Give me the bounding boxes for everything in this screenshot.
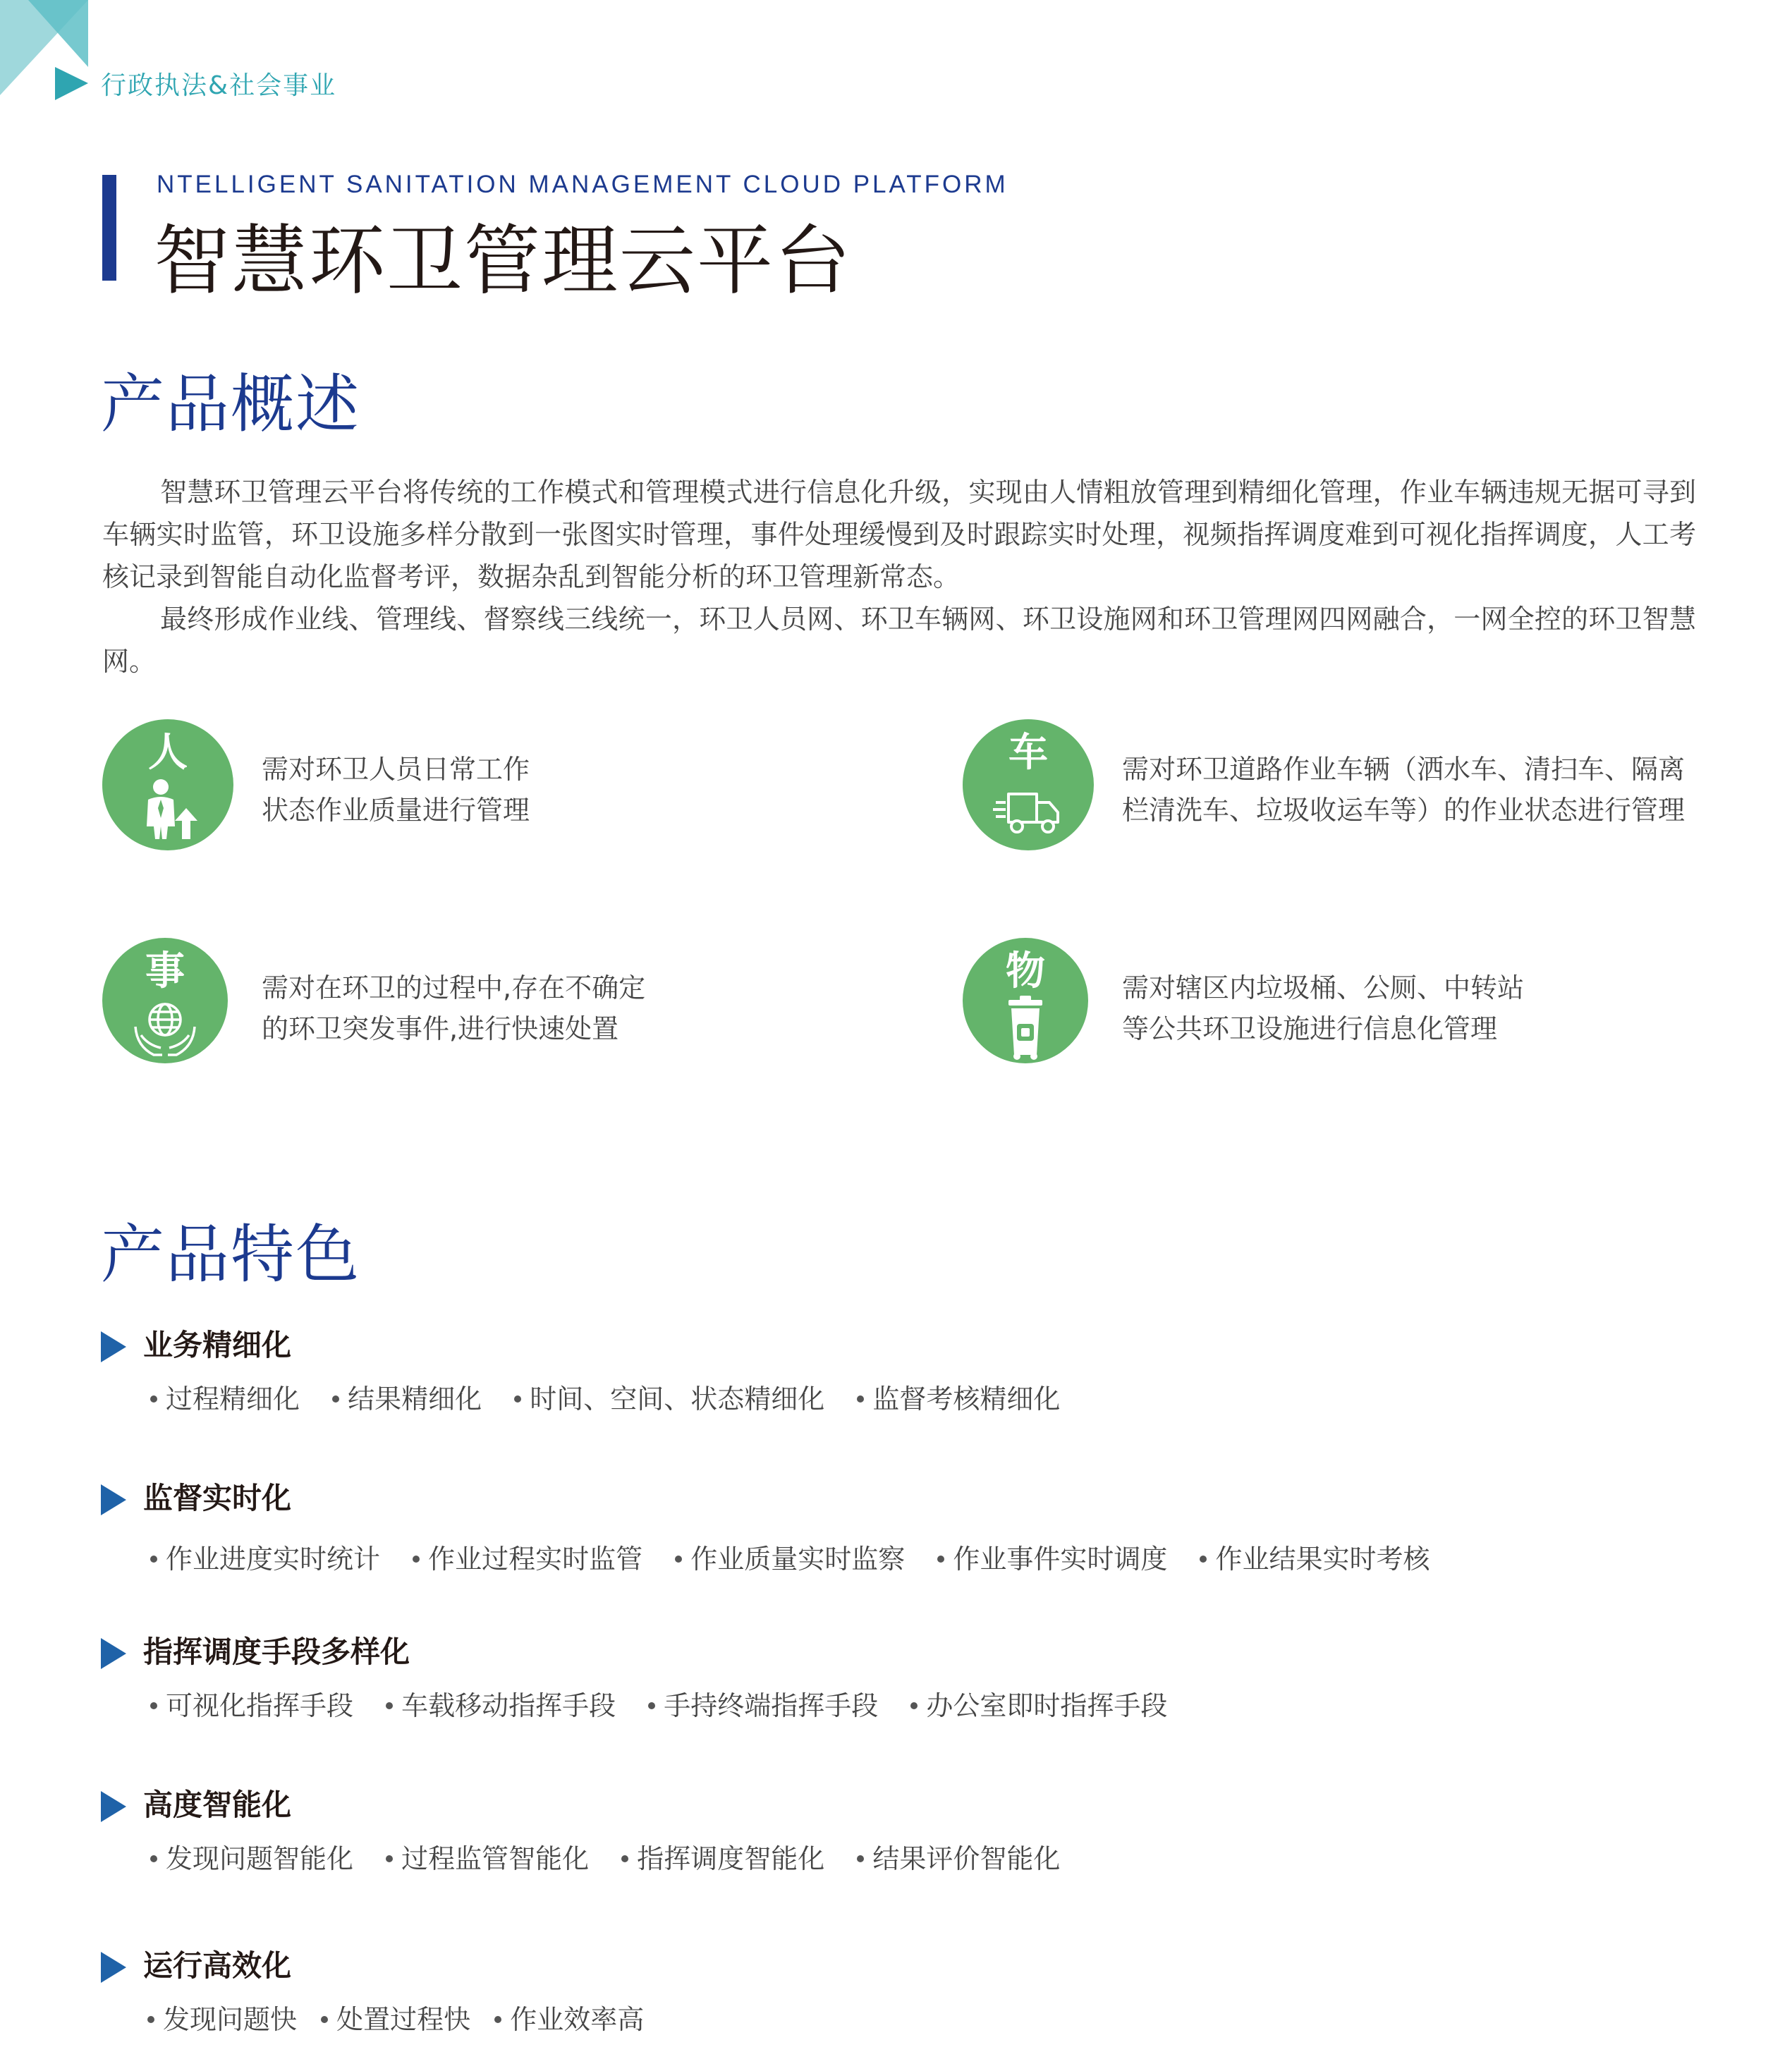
bullet-icon <box>937 1556 944 1563</box>
characteristic-group <box>101 1945 1688 2035</box>
play-arrow-icon <box>101 1791 126 1822</box>
item-label: 结果精细化 <box>348 1383 482 1415</box>
characteristic-items <box>150 1379 1084 1419</box>
bullet-icon <box>150 1855 157 1862</box>
characteristic-item <box>321 2000 470 2039</box>
play-arrow-icon <box>101 1331 126 1362</box>
characteristic-item <box>150 1839 353 1878</box>
item-label: 作业进度实时统计 <box>166 1544 381 1575</box>
vehicle-circle-icon <box>963 719 1094 850</box>
feature-line: 等公共环卫设施进行信息化管理 <box>1122 1013 1498 1044</box>
characteristic-title: 运行高效化 <box>143 1948 292 1983</box>
bullet-icon <box>150 1395 157 1403</box>
characteristics-heading: 产品特色 <box>101 1218 360 1292</box>
bullet-icon <box>386 1855 393 1862</box>
characteristic-group <box>101 1631 1688 1721</box>
bullet-icon <box>150 1556 157 1563</box>
characteristic-item <box>1200 1539 1430 1579</box>
item-label: 作业过程实时监管 <box>428 1544 643 1575</box>
characteristic-item <box>937 1539 1167 1579</box>
item-label: 作业质量实时监察 <box>690 1544 906 1575</box>
bullet-icon <box>910 1702 918 1709</box>
play-arrow-icon <box>101 1638 126 1669</box>
characteristic-item <box>386 1839 589 1878</box>
item-label: 时间、空间、状态精细化 <box>530 1383 825 1415</box>
overview-text <box>102 471 1696 683</box>
feature-char: 物 <box>1006 948 1045 994</box>
feature-line: 栏清洗车、垃圾收运车等）的作业状态进行管理 <box>1122 795 1686 826</box>
bullet-icon <box>147 2016 154 2023</box>
bullet-icon <box>321 2016 328 2023</box>
characteristic-items <box>150 1686 1191 1725</box>
corner-triangle-decoration <box>0 0 99 106</box>
characteristic-item <box>648 1686 878 1725</box>
feature-line: 的环卫突发事件,进行快速处置 <box>262 1013 619 1044</box>
play-arrow-icon <box>101 1952 126 1983</box>
item-label: 作业事件实时调度 <box>953 1544 1168 1575</box>
bullet-icon <box>857 1855 864 1862</box>
person-upload-icon <box>133 777 203 842</box>
item-label: 发现问题快 <box>163 2004 298 2035</box>
feature-char: 事 <box>145 948 185 994</box>
bullet-icon <box>413 1556 420 1563</box>
feature-char: 人 <box>148 730 188 776</box>
characteristic-title: 监督实时化 <box>143 1481 292 1515</box>
bullet-icon <box>675 1556 682 1563</box>
item-label: 结果评价智能化 <box>872 1843 1061 1874</box>
item-label: 可视化指挥手段 <box>166 1690 354 1721</box>
bullet-icon <box>1200 1556 1207 1563</box>
characteristic-item <box>857 1839 1060 1878</box>
truck-icon <box>993 777 1063 842</box>
facility-circle-icon <box>963 938 1088 1063</box>
feature-line: 状态作业质量进行管理 <box>262 795 530 826</box>
bullet-icon <box>621 1855 628 1862</box>
characteristic-item <box>386 1686 616 1725</box>
item-label: 处置过程快 <box>336 2004 471 2035</box>
feature-description <box>262 749 530 831</box>
characteristic-item <box>910 1686 1167 1725</box>
feature-line: 需对环卫道路作业车辆（洒水车、清扫车、隔离 <box>1122 754 1686 785</box>
feature-description <box>1122 967 1524 1049</box>
event-circle-icon <box>102 938 228 1063</box>
bullet-icon <box>514 1395 521 1403</box>
overview-paragraph: 最终形成作业线、管理线、督察线三线统一，环卫人员网、环卫车辆网、环卫设施网和环卫管理网四网融合，一网全控的环卫智慧网。 <box>102 604 1696 677</box>
item-label: 手持终端指挥手段 <box>664 1690 879 1721</box>
page-title: 智慧环卫管理云平台 <box>154 217 853 305</box>
characteristic-item <box>150 1379 300 1419</box>
characteristic-item <box>413 1539 642 1579</box>
characteristic-item <box>332 1379 482 1419</box>
feature-char: 车 <box>1008 730 1048 776</box>
bullet-icon <box>648 1702 655 1709</box>
characteristic-title: 高度智能化 <box>143 1788 292 1822</box>
title-english: NTELLIGENT SANITATION MANAGEMENT CLOUD PLATFORM <box>157 171 1008 198</box>
bullet-icon <box>332 1395 339 1403</box>
item-label: 过程精细化 <box>166 1383 300 1415</box>
item-label: 车载移动指挥手段 <box>401 1690 616 1721</box>
item-label: 过程监管智能化 <box>401 1843 590 1874</box>
item-label: 发现问题智能化 <box>166 1843 354 1874</box>
bullet-icon <box>857 1395 864 1403</box>
feature-line: 需对环卫人员日常工作 <box>262 754 530 785</box>
title-accent-bar <box>102 175 116 281</box>
characteristic-items <box>150 1839 1084 1878</box>
characteristic-item <box>514 1379 824 1419</box>
trash-bin-icon <box>990 996 1061 1061</box>
characteristic-item <box>675 1539 905 1579</box>
characteristic-items <box>147 2000 668 2039</box>
characteristic-group <box>101 1324 1688 1415</box>
characteristic-item <box>857 1379 1060 1419</box>
globe-hands-icon <box>130 996 200 1061</box>
characteristic-items <box>150 1539 1453 1579</box>
feature-line: 需对在环卫的过程中,存在不确定 <box>262 972 646 1003</box>
item-label: 作业结果实时考核 <box>1215 1544 1430 1575</box>
characteristic-item <box>494 2000 644 2039</box>
overview-paragraph: 智慧环卫管理云平台将传统的工作模式和管理模式进行信息化升级，实现由人情粗放管理到精细化管理，作业车辆违规无据可寻到车辆实时监管，环卫设施多样分散到一张图实时管理，事件处理缓慢到及时跟踪实时处理，视频指挥调度难到可视化指挥调度，人工考核记录到智能自动化监督考评，数据杂乱到智能分析的环卫管理新常态。 <box>102 477 1696 592</box>
overview-heading: 产品概述 <box>101 367 360 441</box>
characteristic-item <box>150 1686 353 1725</box>
characteristic-item <box>150 1539 380 1579</box>
characteristic-group <box>101 1477 1688 1575</box>
characteristic-title: 业务精细化 <box>143 1328 292 1362</box>
bullet-icon <box>150 1702 157 1709</box>
item-label: 作业效率高 <box>510 2004 645 2035</box>
feature-description <box>1122 749 1685 831</box>
item-label: 办公室即时指挥手段 <box>926 1690 1168 1721</box>
characteristic-title: 指挥调度手段多样化 <box>143 1635 410 1669</box>
feature-description <box>262 967 645 1049</box>
characteristic-item <box>147 2000 297 2039</box>
play-arrow-icon <box>101 1484 126 1515</box>
item-label: 指挥调度智能化 <box>637 1843 825 1874</box>
bullet-icon <box>494 2016 501 2023</box>
person-circle-icon <box>102 719 233 850</box>
feature-line: 需对辖区内垃圾桶、公厕、中转站 <box>1122 972 1525 1003</box>
bullet-icon <box>386 1702 393 1709</box>
item-label: 监督考核精细化 <box>872 1383 1061 1415</box>
characteristic-group <box>101 1784 1688 1874</box>
characteristic-item <box>621 1839 824 1878</box>
category-label: 行政执法&社会事业 <box>101 71 337 100</box>
